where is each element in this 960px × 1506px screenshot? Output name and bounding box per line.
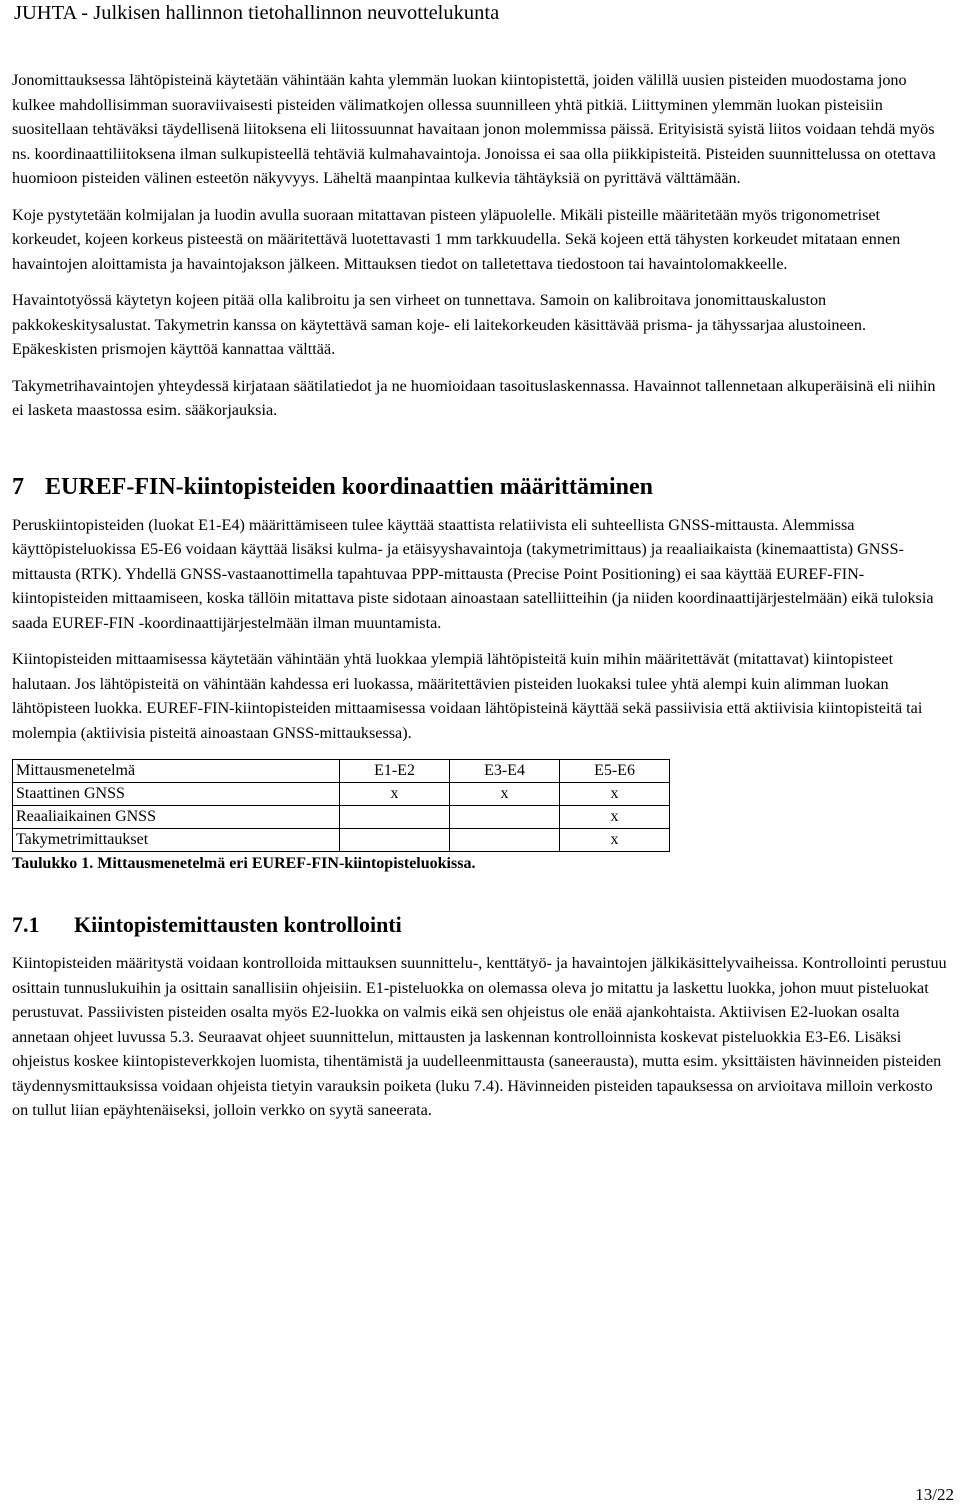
table-header-cell: Mittausmenetelmä (13, 760, 340, 783)
table-header-cell: E5-E6 (560, 760, 670, 783)
paragraph-weather-data: Takymetrihavaintojen yhteydessä kirjataan säätilatiedot ja ne huomioidaan tasoituslaskennassa. Havainnot tallennetaan alkuperäisinä eli niihin ei lasketa maastossa esim. sääkorjauksia. (12, 376, 936, 419)
section-title: EUREF-FIN-kiintopisteiden koordinaattien määrittäminen (45, 473, 654, 500)
table-header-cell: E1-E2 (340, 760, 450, 783)
paragraph-traverse-measurement: Jonomittauksessa lähtöpisteinä käytetään vähintään kahta ylemmän luokan kiintopistettä, joiden välillä uusien pisteiden muodostama jono kulkee mahdollisimman suoraviivaisesti pisteiden välimatkojen ollessa suunnilleen yhtä pitkiä. Liittyminen ylemmän luokan pisteisiin suositellaan tehtäväksi täydellisenä liitoksena eli liitossuunnat havaitaan jonon molemmissa päissä. Erityisistä syistä liitos voidaan tehdä myös ns. koordinaattiliitoksena ilman sulkupisteellä tehtäviä kulmahavaintoja. Jonoissa ei saa olla piikkipisteitä. Pisteiden suunnittelussa on otettava huomioon pisteiden välinen esteetön näkyvyys. Läheltä maanpintaa kulkevia tähtäyksiä on pyrittävä välttämään. (12, 71, 936, 187)
table-cell (340, 829, 450, 852)
section-heading-7 (12, 472, 950, 502)
table-cell: x (450, 783, 560, 806)
table-row (13, 783, 670, 806)
table-row (13, 829, 670, 852)
document-body (12, 68, 950, 1123)
paragraph-reference-points: Kiintopisteiden mittaamisessa käytetään vähintään yhtä luokkaa ylempiä lähtöpisteitä kuin mihin määritettävät (mitattavat) kiintopisteet halutaan. Jos lähtöpisteitä on vähintään kahdessa eri luokassa, määritettävien pisteiden luokaksi tulee yhtä alempi kuin alimman luokan lähtöpisteen luokka. EUREF-FIN-kiintopisteiden mittaamisessa voidaan lähtöpisteinä käyttää sekä passiivisia että aktiivisia kiintopisteitä tai molempia (aktiivisia pisteitä ainoastaan GNSS-mittauksessa). (12, 650, 923, 742)
paragraph-calibration: Havaintotyössä käytetyn kojeen pitää olla kalibroitu ja sen virheet on tunnettava. Samoin on kalibroitava jonomittauskaluston pakkokeskitysalustat. Takymetrin kanssa on käytettävä saman koje- eli laitekorkeuden käsittävää prisma- ja tähyssarjaa alustoineen. Epäkeskisten prismojen käyttöä kannattaa välttää. (12, 291, 866, 358)
section-title: Kiintopistemittausten kontrollointi (74, 912, 402, 937)
table-row (13, 806, 670, 829)
page-number: 13/22 (915, 1485, 954, 1504)
section-number: 7.1 (12, 912, 40, 937)
table-cell (450, 806, 560, 829)
table-caption: Taulukko 1. Mittausmenetelmä eri EUREF-FIN-kiintopisteluokissa. (12, 855, 476, 872)
paragraph-methods: Peruskiintopisteiden (luokat E1-E4) määrittämiseen tulee käyttää staattista relatiivista eli suhteellista GNSS-mittausta. Alemmissa käyttöpisteluokissa E5-E6 voidaan käyttää lisäksi kulma- ja etäisyyshavaintoja (takymetrimittaus) ja reaaliaikaista (kinemaattista) GNSS-mittausta (RTK). Yhdellä GNSS-vastaanottimella tapahtuvaa PPP-mittausta (Precise Point Positioning) ei saa käyttää EUREF-FIN-kiintopisteiden mittaamiseen, koska tällöin mitattava piste sidotaan ainoastaan satelliitteihin (ja niiden koordinaattijärjestelmään) eikä tuloksia saada EUREF-FIN -koordinaattijärjestelmään ilman muuntamista. (12, 515, 934, 632)
table-cell (340, 806, 450, 829)
table-header-cell: E3-E4 (450, 760, 560, 783)
table-cell: x (560, 783, 670, 806)
table-cell: x (560, 806, 670, 829)
table-cell: Takymetrimittaukset (13, 829, 340, 852)
paragraph-control: Kiintopisteiden määritystä voidaan kontrolloida mittauksen suunnittelu-, kenttätyö- ja havaintojen jälkikäsittelyvaiheissa. Kontrollointi perustuu osittain tunnuslukuihin ja osittain sanallisiin ohjeisiin. E1-pisteluokka on olemassa oleva jo mitattu ja laskettu luokka, johon muut pisteluokat perustuvat. Passiivisten pisteiden osalta myös E2-luokka on valmis eikä sen ohjeistus ole enää ajankohtaista. Aktiivisen E2-luokan osalta annetaan ohjeet luvussa 5.3. Seuraavat ohjeet suunnittelun, mittausten ja laskennan kontrolloinnista koskevat pisteluokkia E3-E6. Lisäksi ohjeistus koskee kiintopisteverkkojen luomista, tihentämistä ja uudelleenmittausta (saneerausta), mutta esim. yksittäisten hävinneiden pisteiden täydennysmittauksissa voidaan ohjeista tietyin varauksin poiketa (luku 7.4). Hävinneiden pisteiden tapauksessa on arvioitava milloin verkosto on tullut liian epäyhtenäiseksi, jolloin verkko on syytä saneerata. (12, 954, 947, 1119)
table-cell: Reaaliaikainen GNSS (13, 806, 340, 829)
table-cell: Staattinen GNSS (13, 783, 340, 806)
section-heading-7-1 (12, 911, 950, 939)
table-cell: x (560, 829, 670, 852)
methods-table (12, 759, 670, 852)
table-cell (450, 829, 560, 852)
page-header: JUHTA - Julkisen hallinnon tietohallinnon neuvottelukunta (14, 2, 500, 24)
section-number: 7 (12, 473, 24, 500)
paragraph-instrument-setup: Koje pystytetään kolmijalan ja luodin avulla suoraan mitattavan pisteen yläpuolelle. Mikäli pisteille määritetään myös trigonometriset korkeudet, kojeen korkeus pisteestä on määritettävä luotettavasti 1 mm tarkkuudella. Sekä kojeen että tähysten korkeudet mitataan ennen havaintojen aloittamista ja havaintojakson jälkeen. Mittauksen tiedot on talletettava tiedostoon tai havaintolomakkeelle. (12, 205, 901, 273)
table-cell: x (340, 783, 450, 806)
table-header-row (13, 760, 670, 783)
